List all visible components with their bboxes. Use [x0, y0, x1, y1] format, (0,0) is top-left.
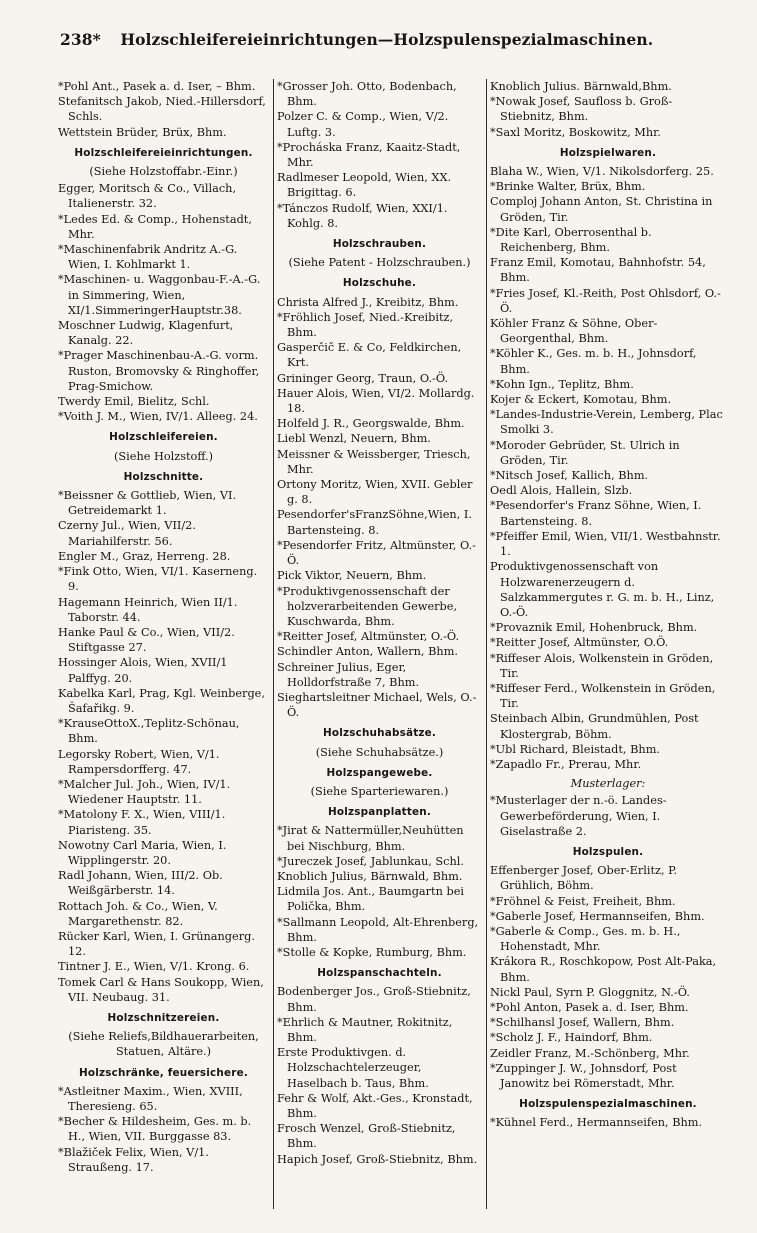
directory-entry: *Ubl Richard, Bleistadt, Bhm.	[490, 742, 660, 756]
directory-entry: *Moroder Gebrüder, St. Ulrich in Gröden, Tir.	[490, 438, 680, 467]
directory-entry: Radlmeser Leopold, Wien, XX. Brigittag. 6.	[277, 171, 452, 200]
directory-entry: Steinbach Albin, Grundmühlen, Post Klostergrab, Böhm.	[490, 712, 699, 741]
directory-entry: *KrauseOttoX.,Teplitz-Schönau, Bhm.	[58, 717, 240, 746]
directory-entry: Kabelka Karl, Prag, Kgl. Weinberge, Šafařikg. 9.	[58, 686, 265, 715]
directory-entry: Polzer C. & Comp., Wien, V/2. Luftg. 3.	[277, 110, 449, 139]
directory-entry: *Stolle & Kopke, Rumburg, Bhm.	[277, 945, 467, 959]
directory-entry: Effenberger Josef, Ober-Erlitz, P. Grühlich, Böhm.	[490, 864, 678, 893]
directory-entry: Frosch Wenzel, Groß-Stiebnitz, Bhm.	[277, 1122, 456, 1151]
directory-entry: Czerny Jul., Wien, VII/2. Mariahilferstr. 56.	[58, 519, 196, 548]
directory-entry: Hapich Josef, Groß-Stiebnitz, Bhm.	[277, 1152, 478, 1166]
directory-entry: Hagemann Heinrich, Wien II/1. Taborstr. 44.	[58, 595, 238, 624]
directory-entry: *Kohn Ign., Teplitz, Bhm.	[490, 377, 634, 391]
directory-entry: *Dite Karl, Oberrosenthal b. Reichenberg, Bhm.	[490, 225, 652, 255]
directory-entry: Tintner J. E., Wien, V/1. Krong. 6.	[58, 960, 250, 974]
directory-entry: *Beissner & Gottlieb, Wien, VI. Getreidemarkt 1.	[58, 489, 237, 518]
directory-entry: *Riffeser Ferd., Wolkenstein in Gröden, Tir.	[490, 681, 716, 711]
directory-entry: Ortony Moritz, Wien, XVII. Gebler g. 8.	[277, 478, 473, 507]
directory-entry: Knoblich Julius, Bärnwald, Bhm.	[277, 869, 463, 883]
cross-reference-note: (Siehe Patent - Holzschrauben.)	[288, 256, 471, 270]
directory-entry: Oedl Alois, Hallein, Slzb.	[490, 484, 633, 498]
directory-entry: Nickl Paul, Syrn P. Gloggnitz, N.-Ö.	[490, 985, 690, 999]
directory-entry: Schreiner Julius, Eger, Holldorfstraße 7, Bhm.	[277, 660, 420, 689]
directory-entry: Pesendorfer'sFranzSöhne,Wien, I. Bartensteing. 8.	[277, 508, 472, 537]
directory-entry: Produktivgenossenschaft von Holzwarenerzeugern d. Salzkammergutes r. G. m. b. H., Linz, O.-Ö.	[490, 560, 715, 619]
column-2	[277, 79, 482, 1209]
directory-entry: *Schilhansl Josef, Wallern, Bhm.	[490, 1016, 675, 1030]
section-heading: Holzspanplatten.	[327, 806, 431, 819]
directory-entry: Zeidler Franz, M.-Schönberg, Mhr.	[490, 1046, 690, 1060]
column-1	[58, 79, 269, 1209]
section-heading: Holzschuhabsätze.	[322, 727, 437, 740]
subsection-label: Musterlager:	[570, 777, 646, 791]
directory-entry: *Fries Josef, Kl.-Reith, Post Ohlsdorf, O.-Ö.	[490, 286, 721, 315]
directory-entry: *Fink Otto, Wien, VI/1. Kaserneng. 9.	[58, 565, 258, 594]
directory-entry: Egger, Moritsch & Co., Villach, Italienerstr. 32.	[58, 182, 237, 211]
directory-entry: *Procháska Franz, Kaaitz-Stadt, Mhr.	[277, 140, 461, 170]
section-heading: Holzschnitzereien.	[107, 1011, 220, 1024]
section-heading: Holzschuhe.	[342, 277, 417, 290]
directory-entry: *Riffeser Alois, Wolkenstein in Gröden, Tir.	[490, 651, 714, 680]
directory-entry: *Astleitner Maxim., Wien, XVIII, Theresieng. 65.	[58, 1084, 243, 1113]
directory-entry: Tomek Carl & Hans Soukopp, Wien, VII. Neubaug. 31.	[58, 975, 264, 1004]
directory-entry: *Malcher Jul. Joh., Wien, IV/1. Wiedener Hauptstr. 11.	[58, 777, 231, 807]
directory-entry: *Pfeiffer Emil, Wien, VII/1. Westbahnstr. 1.	[490, 529, 721, 559]
section-heading: Holzschnitte.	[123, 470, 204, 483]
directory-entry: *Produktivgenossenschaft der holzverarbeitenden Gewerbe, Kuschwarda, Bhm.	[277, 584, 458, 628]
directory-entry: *Nitsch Josef, Kallich, Bhm.	[490, 469, 649, 483]
directory-entry: *Pohl Anton, Pasek a. d. Iser, Bhm.	[490, 1000, 689, 1014]
directory-entry: *Provaznik Emil, Hohenbruck, Bhm.	[490, 621, 698, 635]
directory-entry: *Pesendorfer Fritz, Altmünster, O.-Ö.	[277, 538, 476, 568]
directory-entry: *Saxl Moritz, Boskowitz, Mhr.	[490, 125, 661, 139]
directory-entry: *Zuppinger J. W., Johnsdorf, Post Janowitz bei Römerstadt, Mhr.	[490, 1061, 677, 1090]
directory-entry: Nowotny Carl Maria, Wien, I. Wipplingerstr. 20.	[58, 838, 227, 867]
directory-entry: Fehr & Wolf, Akt.-Ges., Kronstadt, Bhm.	[277, 1091, 473, 1120]
directory-entry: Blaha W., Wien, V/1. Nikolsdorferg. 25.	[490, 165, 714, 179]
directory-entry: Gasperčič E. & Co, Feldkirchen, Krt.	[277, 341, 462, 370]
section-heading: Holzschränke, feuersichere.	[79, 1066, 248, 1079]
directory-entry: *Tánczos Rudolf, Wien, XXI/1. Kohlg. 8.	[277, 201, 448, 230]
directory-entry: Bodenberger Jos., Groß-Stiebnitz, Bhm.	[277, 985, 471, 1014]
section-heading: Holzschleifereieinrichtungen.	[74, 146, 253, 159]
directory-entry: *Becher & Hildesheim, Ges. m. b. H., Wien, VII. Burggasse 83.	[58, 1115, 252, 1144]
section-heading: Holzschleifereien.	[109, 431, 218, 444]
directory-entry: *Reitter Josef, Altmünster, O.Ö.	[490, 636, 669, 650]
section-heading: Holzspulenspezialmaschinen.	[519, 1098, 697, 1111]
directory-entry: *Grosser Joh. Otto, Bodenbach, Bhm.	[277, 80, 457, 109]
cross-reference-note: (Siehe Holzstoff.)	[114, 449, 213, 463]
directory-entry: Kojer & Eckert, Komotau, Bhm.	[490, 393, 672, 407]
directory-entry: Rücker Karl, Wien, I. Grünangerg. 12.	[58, 929, 255, 959]
directory-entry: Grininger Georg, Traun, O.-Ö.	[277, 371, 449, 385]
directory-columns	[58, 79, 726, 1209]
directory-entry: *Landes-Industrie-Verein, Lemberg, Plac Smolki 3.	[490, 408, 723, 437]
directory-entry: *Fröhnel & Feist, Freiheit, Bhm.	[490, 894, 676, 908]
directory-entry: Rottach Joh. & Co., Wien, V. Margarethenstr. 82.	[58, 899, 218, 928]
directory-entry: *Maschinen- u. Waggonbau-F.-A.-G. in Simmering, Wien, XI/1.SimmeringerHauptstr.38.	[58, 273, 261, 317]
directory-entry: *Jureczek Josef, Jablunkau, Schl.	[277, 854, 464, 868]
directory-entry: Hanke Paul & Co., Wien, VII/2. Stiftgasse 27.	[58, 625, 235, 655]
directory-entry: *Fröhlich Josef, Nied.-Kreibitz, Bhm.	[277, 310, 454, 340]
directory-entry: *Zapadlo Fr., Prerau, Mhr.	[490, 757, 642, 771]
directory-entry: *Musterlager der n.-ö. Landes-Gewerbeförderung, Wien, I. Giselastraße 2.	[490, 794, 667, 838]
directory-entry: *Sallmann Leopold, Alt-Ehrenberg, Bhm.	[277, 915, 479, 944]
directory-entry: *Prager Maschinenbau-A.-G. vorm. Ruston, Bromovsky & Ringhoffer, Prag-Smichow.	[58, 349, 260, 393]
section-heading: Holzspanschachteln.	[317, 967, 442, 980]
directory-entry: *Reitter Josef, Altmünster, O.-Ö.	[277, 630, 460, 644]
directory-entry: Erste Produktivgen. d. Holzschachtelerzeuger, Haselbach b. Taus, Bhm.	[277, 1046, 429, 1090]
directory-entry: *Matolony F. X., Wien, VIII/1. Piaristeng. 35.	[58, 808, 226, 837]
directory-entry: *Jirat & Nattermüller,Neuhütten bei Nischburg, Bhm.	[277, 824, 464, 853]
page-header	[60, 30, 654, 49]
directory-entry: Comploj Johann Anton, St. Christina in Gröden, Tir.	[490, 195, 713, 224]
directory-entry: Sieghartsleitner Michael, Wels, O.-Ö.	[277, 690, 477, 720]
directory-entry: Moschner Ludwig, Klagenfurt, Kanalg. 22.	[58, 319, 234, 348]
page-number: 238*	[60, 30, 101, 49]
directory-entry: *Blažiček Felix, Wien, V/1. Straußeng. 17.	[58, 1145, 209, 1174]
directory-entry: *Gaberle & Comp., Ges. m. b. H., Hohenstadt, Mhr.	[490, 924, 681, 954]
directory-entry: Liebl Wenzl, Neuern, Bhm.	[277, 432, 431, 446]
directory-entry: Lidmila Jos. Ant., Baumgartn bei Polička, Bhm.	[277, 885, 464, 914]
directory-entry: Krákora R., Roschkopow, Post Alt-Paka, Bhm.	[490, 955, 717, 984]
section-heading: Holzspielwaren.	[559, 146, 657, 159]
directory-entry: *Maschinenfabrik Andritz A.-G. Wien, I. Kohlmarkt 1.	[58, 243, 238, 272]
cross-reference-note: (Siehe Reliefs,Bildhauerarbeiten, Statuen, Altäre.)	[68, 1030, 259, 1059]
directory-entry: *Kühnel Ferd., Hermannseifen, Bhm.	[490, 1116, 703, 1130]
directory-entry: *Ehrlich & Mautner, Rokitnitz, Bhm.	[277, 1015, 453, 1044]
page-title: Holzschleifereieinrichtungen—Holzspulenspezialmaschinen.	[120, 30, 654, 49]
directory-entry: Christa Alfred J., Kreibitz, Bhm.	[277, 295, 459, 309]
section-heading: Holzspulen.	[572, 845, 644, 858]
directory-entry: Hossinger Alois, Wien, XVII/1 Palffyg. 20.	[58, 656, 228, 685]
directory-entry: Meissner & Weissberger, Triesch, Mhr.	[277, 447, 471, 476]
directory-entry: Franz Emil, Komotau, Bahnhofstr. 54, Bhm.	[490, 256, 706, 285]
directory-entry: *Gaberle Josef, Hermannseifen, Bhm.	[490, 909, 705, 923]
column-divider	[273, 79, 274, 1209]
section-heading: Holzspangewebe.	[326, 766, 433, 779]
directory-entry: *Nowak Josef, Saufloss b. Groß-Stiebnitz, Bhm.	[490, 95, 673, 124]
directory-entry: Holfeld J. R., Georgswalde, Bhm.	[277, 417, 465, 431]
directory-entry: Stefanitsch Jakob, Nied.-Hillersdorf, Schls.	[58, 95, 266, 124]
directory-entry: *Ledes Ed. & Comp., Hohenstadt, Mhr.	[58, 212, 252, 241]
directory-entry: *Köhler K., Ges. m. b. H., Johnsdorf, Bhm.	[490, 347, 697, 376]
directory-entry: *Pesendorfer's Franz Söhne, Wien, I. Bartensteing. 8.	[490, 499, 702, 528]
cross-reference-note: (Siehe Holzstoffabr.-Einr.)	[89, 165, 238, 179]
directory-entry: Radl Johann, Wien, III/2. Ob. Weißgärberstr. 14.	[58, 869, 223, 898]
cross-reference-note: (Siehe Schuhabsätze.)	[315, 745, 444, 759]
directory-entry: Legorsky Robert, Wien, V/1. Rampersdorfferg. 47.	[58, 747, 220, 776]
directory-entry: *Pohl Ant., Pasek a. d. Iser, – Bhm.	[58, 80, 256, 93]
directory-entry: Engler M., Graz, Herreng. 28.	[58, 549, 231, 563]
directory-entry: *Voith J. M., Wien, IV/1. Alleeg. 24.	[58, 410, 258, 424]
cross-reference-note: (Siehe Sparteriewaren.)	[310, 784, 449, 798]
column-divider	[486, 79, 487, 1209]
directory-entry: Hauer Alois, Wien, VI/2. Mollardg. 18.	[277, 386, 475, 416]
section-heading: Holzschrauben.	[332, 238, 427, 251]
directory-entry: Twerdy Emil, Bielitz, Schl.	[58, 395, 210, 409]
directory-entry: Wettstein Brüder, Brüx, Bhm.	[58, 125, 227, 139]
directory-entry: Köhler Franz & Söhne, Ober-Georgenthal, Bhm.	[490, 317, 658, 346]
directory-entry: *Scholz J. F., Haindorf, Bhm.	[490, 1031, 653, 1045]
directory-entry: Knoblich Julius. Bärnwald,Bhm.	[490, 80, 672, 93]
directory-entry: Pick Viktor, Neuern, Bhm.	[277, 569, 427, 583]
column-3	[490, 79, 726, 1209]
directory-entry: *Brinke Walter, Brüx, Bhm.	[490, 180, 646, 194]
directory-entry: Schindler Anton, Wallern, Bhm.	[277, 645, 458, 659]
